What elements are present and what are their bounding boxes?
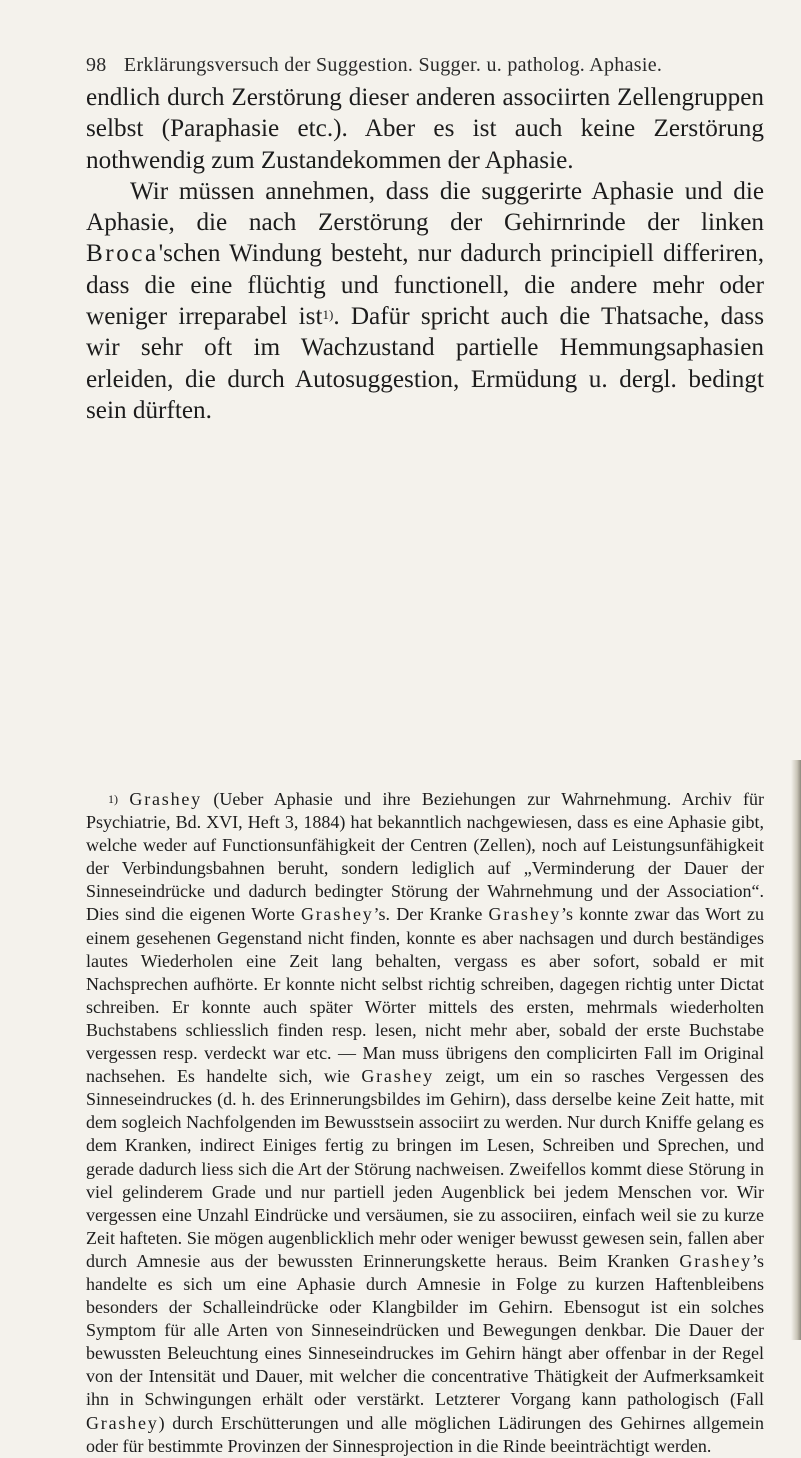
author-name: Grashey	[679, 1250, 752, 1271]
author-name: Grashey	[361, 1066, 434, 1087]
author-name: Grashey	[488, 904, 562, 925]
footnote-part-5: ’s handelte es sich um eine Aphasie durch Amnesie in Folge zu kurzen Haftenbleibens besonders der Schalleindrücke oder Klangbilder im Gehirn. Ebensogut ist ein solches Symptom für alle Arten von Sinneseindrücken und Bewegungen denkbar. Die Dauer der bewussten Beleuchtung eines Sinneseindruckes im Gehirn hängt aber offenbar in der Regel von der Intensität und Dauer, mit welcher die concentrative Thätigkeit der Aufmerksamkeit ihn in Schwingungen erhält oder verstärkt. Letzterer Vorgang kann pathologisch (Fall	[86, 1250, 764, 1410]
paragraph-2-part-c: . Dafür spricht auch die Thatsache, dass wir sehr oft im Wachzustand partielle Hemmungsaphasien erleiden, die durch Autosuggestion, Ermüdung u. dergl. bedingt sein dürften.	[86, 303, 765, 424]
footnote-part-2: ’s. Der Kranke	[373, 904, 489, 925]
paragraph-2-part-a: Wir müssen annehmen, dass die suggerirte Aphasie und die Aphasie, die nach Zerstörung der Gehirnrinde der linken	[86, 177, 764, 237]
paragraph-2-part-b: 'schen Windung besteht, nur dadurch principiell differiren, dass die eine flüchtig und functionell, die andere mehr oder weniger irreparabel ist	[86, 240, 764, 331]
page-edge-shadow	[791, 760, 801, 1340]
footnote-part-3: ’s konnte zwar das Wort zu einem gesehenen Gegenstand nicht finden, konnte es aber nachsagen und durch beständiges lautes Wiederholen eine Zeit lang behalten, vergass es aber sofort, sobald er mit Nachsprechen aufhörte. Er konnte nicht selbst richtig schreiben, dagegen richtig unter Dictat schreiben. Er konnte auch später Wörter mittels des ersten, mehrmals wiederholten Buchstabens schliesslich finden resp. lesen, nicht mehr aber, sobald der erste Buchstabe vergessen resp. verdeckt war etc. — Man muss übrigens den complicirten Fall im Original nachsehen. Es handelte sich, wie	[86, 904, 764, 1087]
footnote	[86, 788, 764, 1458]
footnote-part-1: (Ueber Aphasie und ihre Beziehungen zur Wahrnehmung. Archiv für Psychiatrie, Bd. XVI, Heft 3, 1884) hat bekanntlich nachgewiesen, dass es eine Aphasie gibt, welche weder auf Functionsunfähigkeit der Centren (Zellen), noch auf Leistungsunfähigkeit der Verbindungsbahnen beruht, sondern lediglich auf „Verminderung der Dauer der Sinneseindrücke und dadurch bedingter Störung der Wahrnehmung und der Association“. Dies sind die eigenen Worte	[86, 789, 765, 925]
footnote-mark: 1)	[108, 792, 118, 806]
author-name: Grashey	[86, 1412, 159, 1433]
author-name: Grashey	[129, 789, 202, 809]
footnote-text	[86, 788, 764, 1458]
footnote-reference: 1)	[322, 307, 334, 323]
running-header	[86, 54, 771, 77]
footnote-part-4: zeigt, um ein so rasches Vergessen des Sinneseindruckes (d. h. des Erinnerungsbildes im Gehirn), dass derselbe keine Zeit hatte, mit dem sogleich Nachfolgenden im Bewusstsein associirt zu werden. Nur durch Kniffe gelang es dem Kranken, indirect Einiges fertig zu bringen im Lesen, Schreiben und Sprechen, und gerade dadurch liess sich die Art der Störung nachweisen. Zweifellos kommt diese Störung in viel gelinderem Grade und nur partiell jeden Augenblick bei jedem Menschen vor. Wir vergessen eine Unzahl Eindrücke und versäumen, sie zu associiren, einfach weil sie zu kurze Zeit hafteten. Sie mögen augenblicklich mehr oder weniger bewusst gewesen sein, fallen aber durch Amnesie aus der bewussten Erinnerungskette heraus. Beim Kranken	[86, 1066, 764, 1271]
main-text	[86, 82, 764, 426]
paragraph-2	[86, 176, 764, 426]
page-number: 98	[86, 54, 107, 76]
running-title: Erklärungsversuch der Suggestion. Sugger. u. patholog. Aphasie.	[123, 54, 663, 76]
footnote-part-6: ) durch Erschütterungen und alle möglichen Lädirungen des Gehirnes allgemein oder für bestimmte Provinzen der Sinnesprojection in die Rinde beeinträchtigt werden.	[86, 1412, 764, 1456]
paragraph-1: endlich durch Zerstörung dieser anderen associirten Zellengruppen selbst (Paraphasie etc.). Aber es ist auch keine Zerstörung nothwendig zum Zustandekommen der Aphasie.	[86, 84, 764, 174]
name-broca: Broca	[86, 240, 159, 268]
author-name: Grashey	[300, 904, 374, 925]
